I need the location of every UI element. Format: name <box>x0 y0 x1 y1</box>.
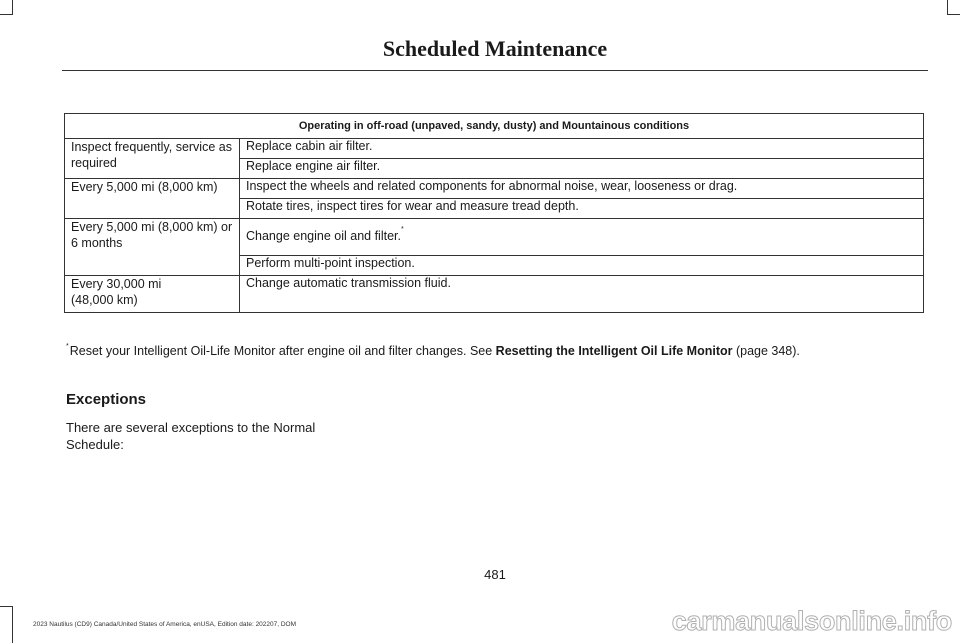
exceptions-heading: Exceptions <box>66 391 147 408</box>
task-text: Change engine oil and filter. <box>246 229 401 243</box>
footnote-marker: * <box>66 343 69 350</box>
interval-line: Every 30,000 mi <box>71 277 162 291</box>
footnote-text: Reset your Intelligent Oil-Life Monitor after engine oil and filter changes. See <box>69 344 496 358</box>
table-caption: Operating in off-road (unpaved, sandy, dusty) and Mountainous conditions <box>65 114 924 139</box>
footnote-marker: * <box>400 225 404 233</box>
header-divider <box>62 70 928 71</box>
task-cell: Inspect the wheels and related components for abnormal noise, wear, looseness or drag. <box>240 179 924 199</box>
crop-mark <box>12 0 13 14</box>
watermark-logo: carmanualsonline.info <box>671 606 952 636</box>
exceptions-body: There are several exceptions to the Normal Schedule: <box>66 420 316 452</box>
task-cell: Replace engine air filter. <box>240 159 924 179</box>
crop-mark <box>947 14 960 15</box>
maintenance-table <box>64 113 924 313</box>
table-footnote <box>66 344 800 358</box>
interval-cell: Every 5,000 mi (8,000 km) <box>65 179 240 219</box>
page-title: Scheduled Maintenance <box>382 36 608 61</box>
task-cell: Rotate tires, inspect tires for wear and measure tread depth. <box>240 199 924 219</box>
task-cell <box>240 219 924 256</box>
footnote-link[interactable]: Resetting the Intelligent Oil Life Monitor <box>495 344 733 358</box>
interval-cell: Every 5,000 mi (8,000 km) or 6 months <box>65 219 240 276</box>
page-number: 481 <box>484 567 506 582</box>
task-cell: Replace cabin air filter. <box>240 139 924 159</box>
edition-footer: 2023 Nautilus (CD9) Canada/United States of America, enUSA, Edition date: 202207, DOM <box>33 621 297 628</box>
crop-mark <box>0 14 13 15</box>
task-cell: Change automatic transmission fluid. <box>240 276 924 313</box>
crop-mark <box>947 0 948 14</box>
interval-line: (48,000 km) <box>71 293 138 307</box>
interval-cell: Inspect frequently, service as required <box>65 139 240 179</box>
crop-mark <box>0 606 13 607</box>
footnote-page-ref: (page 348). <box>732 344 800 358</box>
interval-cell <box>65 276 240 313</box>
crop-mark <box>12 606 13 643</box>
task-cell: Perform multi-point inspection. <box>240 256 924 276</box>
